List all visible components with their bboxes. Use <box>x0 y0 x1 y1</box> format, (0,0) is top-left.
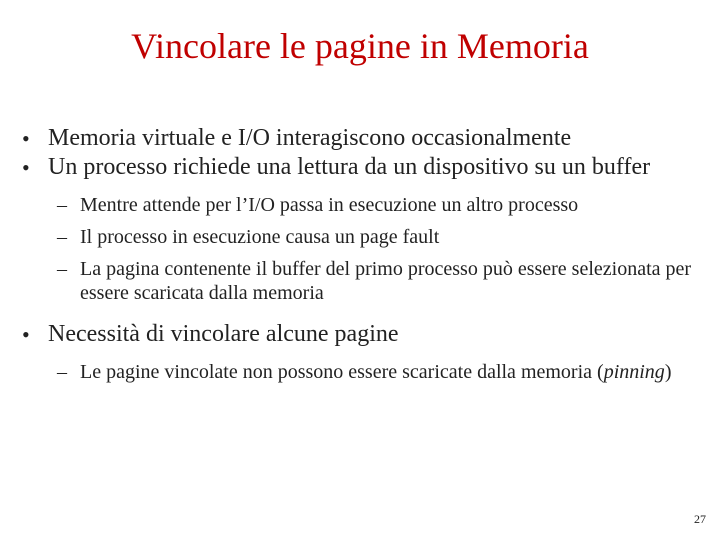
sub-bullet-list <box>57 360 702 384</box>
sub-bullet-text-start: Le pagine vincolate non possono essere scaricate dalla memoria ( <box>80 361 604 383</box>
bullet-marker: • <box>22 126 30 151</box>
bullet-text: Memoria virtuale e I/O interagiscono occasionalmente <box>48 125 572 151</box>
bullet-marker: • <box>22 322 30 347</box>
sub-bullet-item <box>57 257 702 305</box>
sub-bullet-text <box>80 361 671 383</box>
dash-marker: – <box>57 258 67 280</box>
sub-bullet-text-end: ) <box>664 361 672 383</box>
sub-bullet-item <box>57 225 702 249</box>
dash-marker: – <box>57 226 67 248</box>
sub-bullet-item <box>57 360 702 384</box>
sub-bullet-list <box>57 193 702 305</box>
bullet-marker: • <box>22 155 30 180</box>
sub-bullet-text: Il processo in esecuzione causa un page fault <box>80 226 440 248</box>
sub-bullet-text: La pagina contenente il buffer del primo processo può essere selezionata per essere scaricata dalla memoria <box>80 258 692 304</box>
dash-marker: – <box>57 361 67 383</box>
page-number: 27 <box>694 512 706 526</box>
bullet-text: Un processo richiede una lettura da un dispositivo su un buffer <box>48 154 651 180</box>
bullet-item <box>22 320 702 349</box>
italic-term: pinning <box>603 361 665 383</box>
bullet-item <box>22 124 702 153</box>
bullet-item <box>22 153 702 182</box>
slide-body <box>22 124 702 392</box>
slide-title: Vincolare le pagine in Memoria <box>131 26 589 66</box>
sub-bullet-text: Mentre attende per l’I/O passa in esecuzione un altro processo <box>80 194 579 216</box>
bullet-text: Necessità di vincolare alcune pagine <box>48 321 399 347</box>
sub-bullet-item <box>57 193 702 217</box>
dash-marker: – <box>57 194 67 216</box>
